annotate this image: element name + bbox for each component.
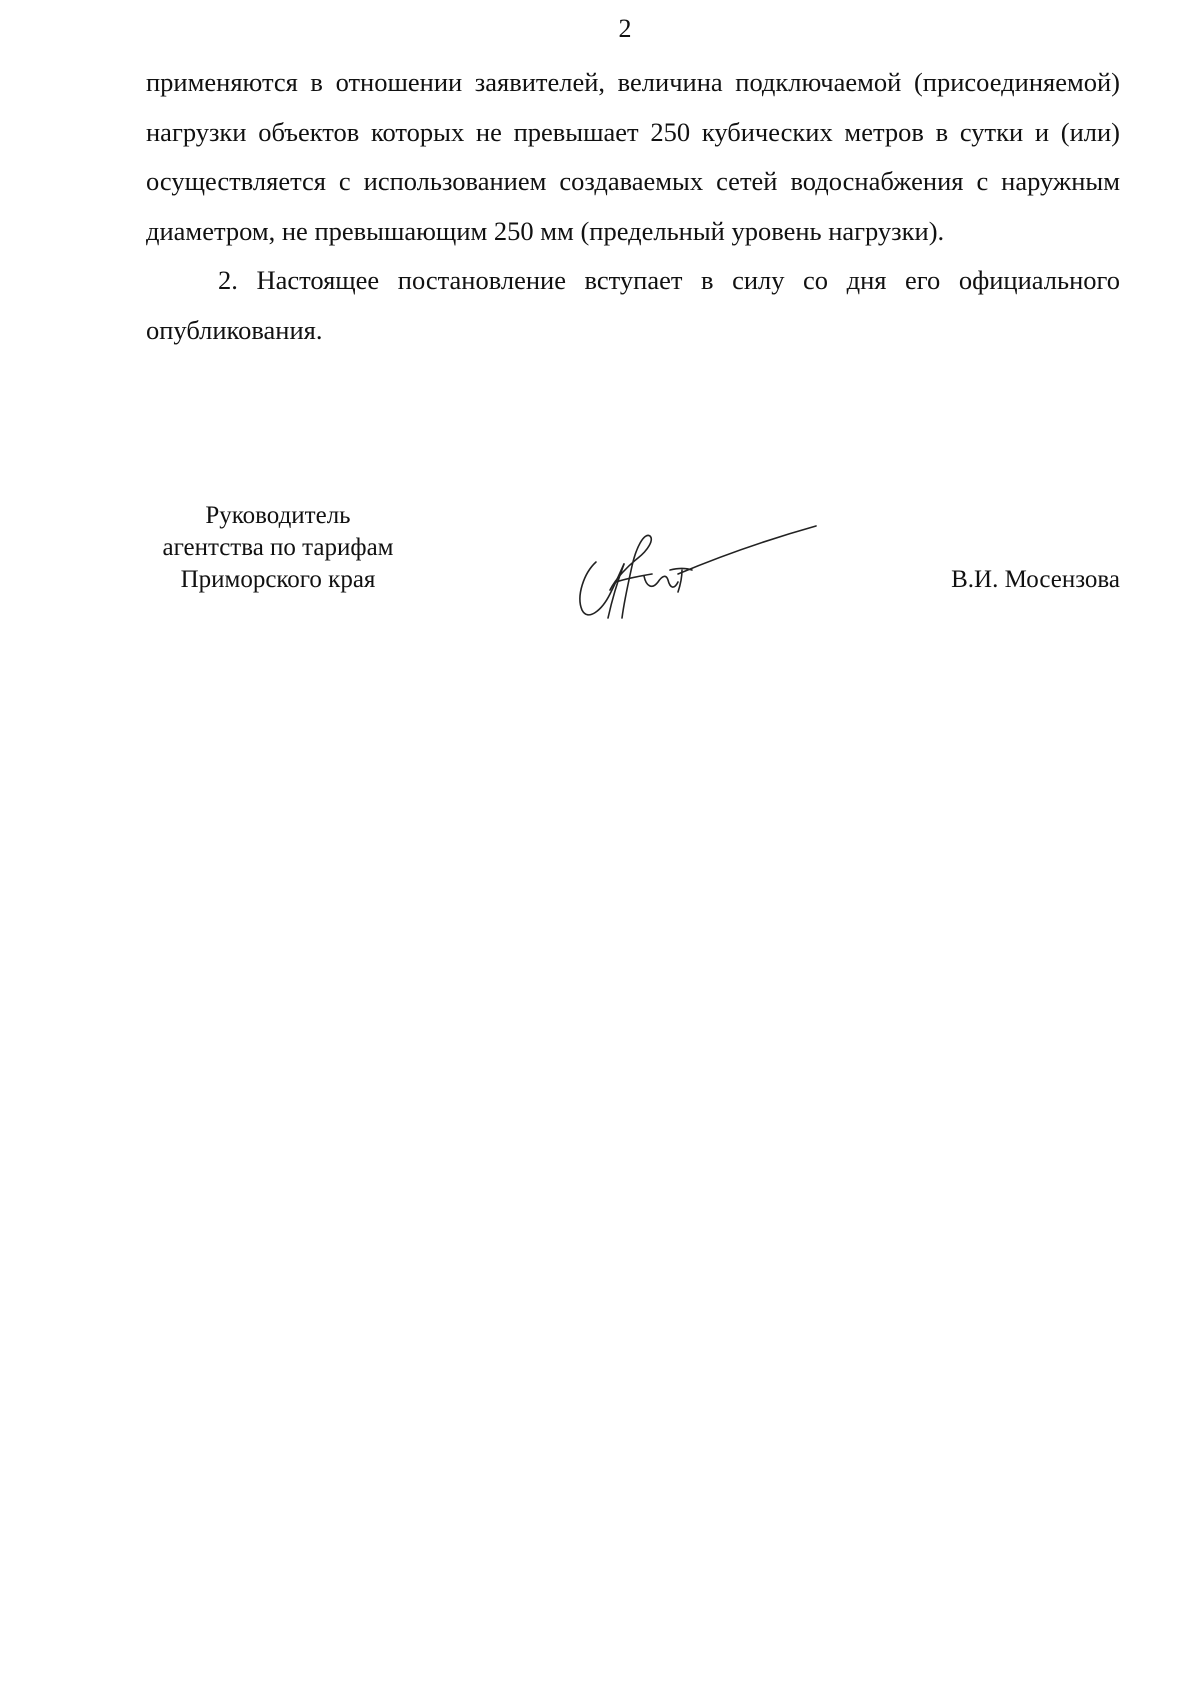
paragraph-effective-date: 2. Настоящее постановление вступает в силу со дня его официального опубликования. [146,265,1120,345]
signature-block [146,500,1120,630]
paragraph-continuation: применяются в отношении заявителей, величина подключаемой (присоединяемой) нагрузки объектов которых не превышает 250 кубических метров в сутки и (или) осуществляется с использованием создаваемых сетей водоснабжения с наружным диаметром, не превышающим 250 мм (предельный уровень нагрузки). [146,67,1120,246]
signatory-name: В.И. Мосензова [951,566,1120,593]
signatory-position [146,500,410,596]
page-number: 2 [618,14,632,43]
signatory-position-line-2: агентства по тарифам [162,534,394,561]
document-body [146,58,1120,355]
signatory-position-line-1: Руководитель [205,502,351,529]
handwritten-signature [566,518,886,628]
signatory-position-line-3: Приморского края [180,566,376,593]
